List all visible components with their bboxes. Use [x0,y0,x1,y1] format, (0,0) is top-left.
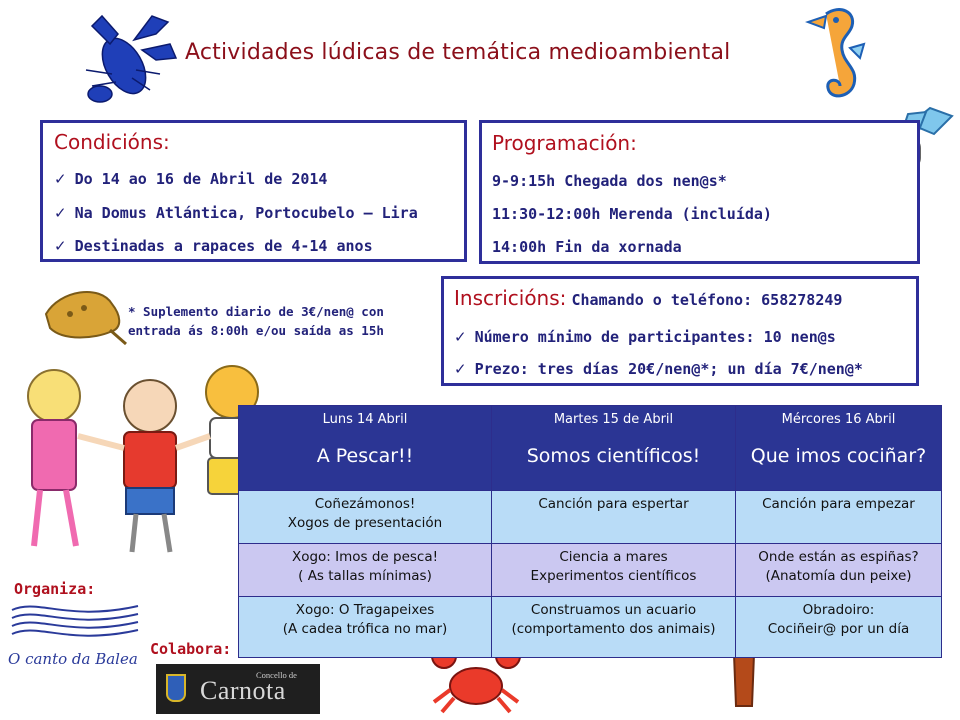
colabora-label: Colabora: [150,640,232,658]
lobster-illustration [72,4,184,108]
table-cell: Canción para espertar [492,491,736,544]
program-heading: Programación: [492,131,637,155]
canto-da-balea-logo [8,600,143,668]
table-row [239,406,942,491]
table-cell: Obradoiro: Cociñeir@ por un día [736,597,942,658]
table-row [239,491,942,544]
table-cell: Coñezámonos! Xogos de presentación [239,491,492,544]
wave-lines-icon [8,600,143,646]
check-icon: ✓ [54,170,67,188]
concello-carnota-logo: Concello de Carnota [156,664,320,714]
seahorse-illustration [800,4,874,102]
program-item: 9-9:15h Chegada dos nen@s* [492,172,727,190]
day-header: Martes 15 de Abril Somos científicos! [492,406,736,491]
supplement-note: * Suplemento diario de 3€/nen@ con entrada ás 8:00h e/ou saída as 15h [128,304,384,338]
check-icon: ✓ [54,204,67,222]
table-cell: Xogo: Imos de pesca! ( As tallas mínimas) [239,544,492,597]
logo-text: O canto da Balea [8,650,138,668]
day-header: Mércores 16 Abril Que imos cociñar? [736,406,942,491]
table-cell: Construamos un acuario (comportamento dos animais) [492,597,736,658]
registration-heading-line [454,286,842,310]
organiza-label: Organiza: [14,580,96,598]
table-cell: Ciencia a mares Experimentos científicos [492,544,736,597]
ray-fish-illustration [40,284,128,348]
table-cell: Canción para empezar [736,491,942,544]
registration-heading: Inscricións: [454,286,567,310]
schedule-table [238,405,942,658]
day-header: Luns 14 Abril A Pescar!! [239,406,492,491]
registration-item: ✓ Prezo: tres días 20€/nen@*; un día 7€/nen@* [454,360,863,378]
conditions-item: ✓ Destinadas a rapaces de 4-14 anos [54,237,373,255]
conditions-heading: Condicións: [54,130,170,154]
coat-of-arms-icon [166,674,186,702]
page-title: Actividades lúdicas de temática medioambiental [185,40,731,65]
check-icon: ✓ [454,328,467,346]
conditions-item: ✓ Do 14 ao 16 de Abril de 2014 [54,170,328,188]
conditions-item: ✓ Na Domus Atlántica, Portocubelo – Lira [54,204,418,222]
check-icon: ✓ [454,360,467,378]
table-row [239,544,942,597]
table-cell: Xogo: O Tragapeixes (A cadea trófica no mar) [239,597,492,658]
table-row [239,597,942,658]
registration-box [441,276,919,386]
table-cell: Onde están as espiñas? (Anatomía dun peixe) [736,544,942,597]
program-item: 11:30-12:00h Merenda (incluída) [492,205,772,223]
program-box [479,120,920,264]
registration-item: ✓ Número mínimo de participantes: 10 nen@s [454,328,836,346]
program-item: 14:00h Fin da xornada [492,238,682,256]
check-icon: ✓ [54,237,67,255]
registration-phone: Chamando o teléfono: 658278249 [571,291,843,309]
conditions-box [40,120,467,262]
